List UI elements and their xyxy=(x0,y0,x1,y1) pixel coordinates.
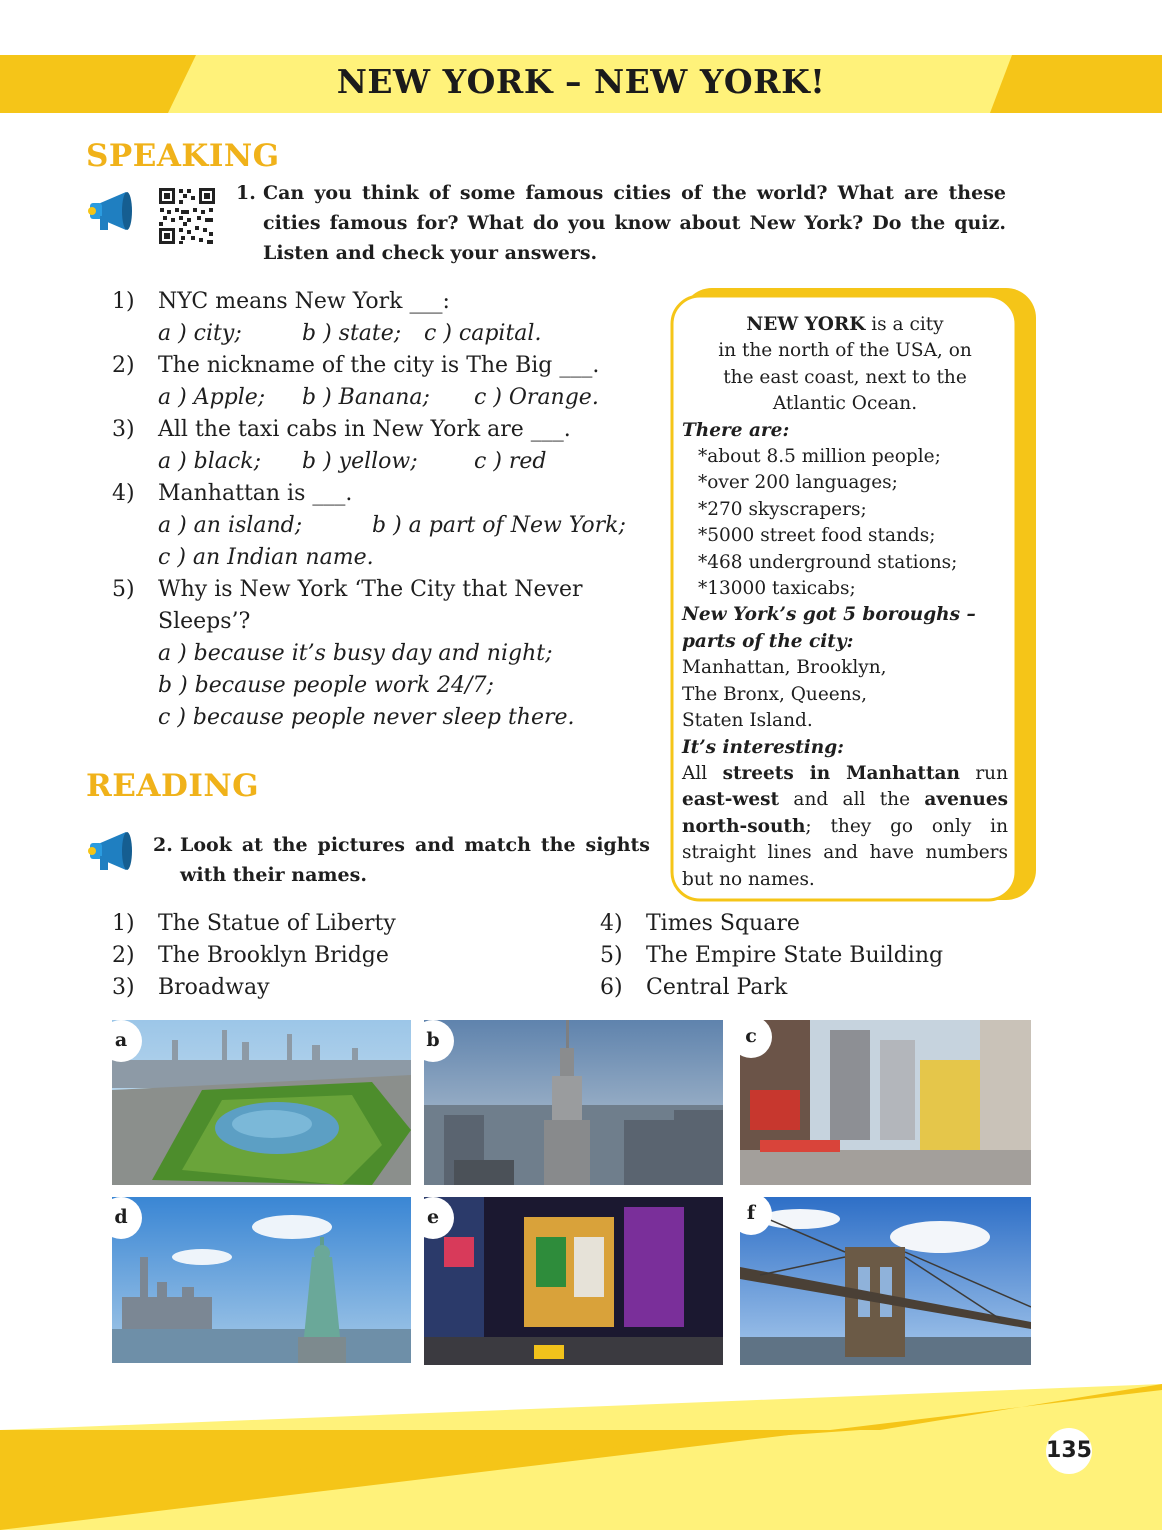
megaphone-icon[interactable] xyxy=(86,188,138,234)
option: c ) an Indian name. xyxy=(158,545,374,570)
fact-item: *over 200 languages; xyxy=(698,472,898,494)
interesting-text xyxy=(682,761,1008,893)
sight-name: The Brooklyn Bridge xyxy=(158,943,389,968)
sight-list-left xyxy=(112,908,572,1004)
answer-option: b ) because people work 24/7; xyxy=(158,673,494,698)
boroughs-line: The Bronx, Queens, xyxy=(682,683,868,705)
quiz-question xyxy=(112,478,672,574)
option: b ) state; xyxy=(302,321,402,346)
fact-item: *13000 taxicabs; xyxy=(698,578,856,600)
sight-number: 4) xyxy=(600,911,623,936)
sight-number: 2) xyxy=(112,943,135,968)
footer-band xyxy=(0,1370,1162,1530)
question-number: 2) xyxy=(112,353,135,378)
photo-label: a xyxy=(112,1020,142,1062)
speaking-task xyxy=(236,178,1006,268)
answer-options xyxy=(158,510,672,542)
quiz-list xyxy=(112,286,672,734)
photo-broadway xyxy=(424,1197,723,1365)
answer-options xyxy=(158,318,672,350)
option: b ) a part of New York; xyxy=(372,513,626,538)
sight-name: Times Square xyxy=(646,911,800,936)
photo-brooklyn-bridge xyxy=(740,1197,1031,1365)
photo-label: d xyxy=(112,1197,142,1239)
task-number: 1. xyxy=(236,182,256,204)
quiz-question xyxy=(112,414,672,478)
fact-item: *468 underground stations; xyxy=(698,551,958,573)
reading-task xyxy=(153,830,650,890)
fact-item: *5000 street food stands; xyxy=(698,525,936,547)
sight-name: The Empire State Building xyxy=(646,943,944,968)
task-text: Look at the pictures and match the sights with their names. xyxy=(180,834,650,886)
photo-label: c xyxy=(740,1020,772,1058)
sight-number: 6) xyxy=(600,975,623,1000)
sight-number: 3) xyxy=(112,975,135,1000)
quiz-question xyxy=(112,350,672,414)
there-are-heading: There are: xyxy=(682,419,790,441)
speaking-heading: SPEAKING xyxy=(86,138,280,174)
answer-option: a ) because it’s busy day and night; xyxy=(158,641,553,666)
option: a ) black; xyxy=(158,449,261,474)
sight-item xyxy=(600,940,1040,972)
new-york-facts xyxy=(682,312,1008,893)
reading-heading: READING xyxy=(86,768,260,804)
question-number: 4) xyxy=(112,481,135,506)
sight-number: 1) xyxy=(112,911,135,936)
info-intro-rest: is a city xyxy=(865,314,944,335)
answer-options xyxy=(158,382,672,414)
answer-option: c ) because people never sleep there. xyxy=(158,705,575,730)
option: c ) Orange. xyxy=(474,385,599,410)
sight-name: Broadway xyxy=(158,975,270,1000)
task-number: 2. xyxy=(153,834,173,856)
text: ; they go only in straight lines and have numbers but no names. xyxy=(682,815,1008,890)
sight-name: Central Park xyxy=(646,975,788,1000)
photo-empire-state-building xyxy=(424,1020,723,1185)
sight-item xyxy=(600,972,1040,1004)
info-intro-bold: NEW YORK xyxy=(746,314,866,335)
sight-name: The Statue of Liberty xyxy=(158,911,396,936)
fact-item: *270 skyscrapers; xyxy=(698,498,867,520)
question-number: 5) xyxy=(112,577,135,602)
info-intro xyxy=(682,312,1008,338)
info-intro-line: in the north of the USA, on xyxy=(718,340,972,362)
boroughs-line: Staten Island. xyxy=(682,710,813,732)
answer-options xyxy=(158,446,672,478)
boroughs-heading: New York’s got 5 boroughs – xyxy=(682,604,976,626)
bold-text: east-west xyxy=(682,789,780,811)
sight-item xyxy=(600,908,1040,940)
page-number: 135 xyxy=(1046,1428,1092,1474)
info-intro-line: the east coast, next to the xyxy=(723,366,967,388)
interesting-heading: It’s interesting: xyxy=(682,736,845,758)
option: a ) an island; xyxy=(158,513,303,538)
bold-text: avenues xyxy=(924,789,1008,811)
text: All xyxy=(682,762,723,784)
question-text: All the taxi cabs in New York are ___. xyxy=(158,417,571,442)
bold-text: streets in Manhattan xyxy=(722,762,960,784)
option: b ) Banana; xyxy=(302,385,430,410)
task-text: Can you think of some famous cities of the world? What are these cities famous for? What do you know about New York? Do the quiz. Listen and check your answers. xyxy=(263,182,1006,264)
option: c ) red xyxy=(474,449,547,474)
answer-options xyxy=(158,542,672,574)
question-text: Why is New York ‘The City that Never Sleeps’? xyxy=(158,577,583,634)
option: a ) Apple; xyxy=(158,385,266,410)
option: a ) city; xyxy=(158,321,242,346)
text: run xyxy=(959,762,1008,784)
option: b ) yellow; xyxy=(302,449,418,474)
quiz-question xyxy=(112,574,672,734)
question-number: 3) xyxy=(112,417,135,442)
photo-central-park xyxy=(112,1020,411,1185)
quiz-question xyxy=(112,286,672,350)
boroughs-line: Manhattan, Brooklyn, xyxy=(682,657,887,679)
question-text: The nickname of the city is The Big ___. xyxy=(158,353,600,378)
sight-number: 5) xyxy=(600,943,623,968)
qr-code[interactable] xyxy=(157,186,217,246)
boroughs-heading: parts of the city: xyxy=(682,630,854,652)
info-intro-line: Atlantic Ocean. xyxy=(772,393,918,415)
sight-item xyxy=(112,908,572,940)
fact-item: *about 8.5 million people; xyxy=(698,446,941,468)
photo-times-square xyxy=(740,1020,1031,1185)
question-text: Manhattan is ___. xyxy=(158,481,353,506)
text: and all the xyxy=(779,789,925,811)
sight-list-right xyxy=(600,908,1040,1004)
sight-item xyxy=(112,972,572,1004)
question-text: NYC means New York ___: xyxy=(158,289,450,314)
page-title: NEW YORK – NEW YORK! xyxy=(336,62,826,101)
megaphone-icon[interactable] xyxy=(86,828,138,874)
bold-text: north-south xyxy=(682,815,806,837)
question-number: 1) xyxy=(112,289,135,314)
photo-statue-of-liberty xyxy=(112,1197,411,1363)
sight-item xyxy=(112,940,572,972)
photo-label: b xyxy=(424,1020,454,1062)
photo-label: f xyxy=(740,1197,772,1235)
option: c ) capital. xyxy=(424,321,542,346)
photo-label: e xyxy=(424,1197,454,1239)
